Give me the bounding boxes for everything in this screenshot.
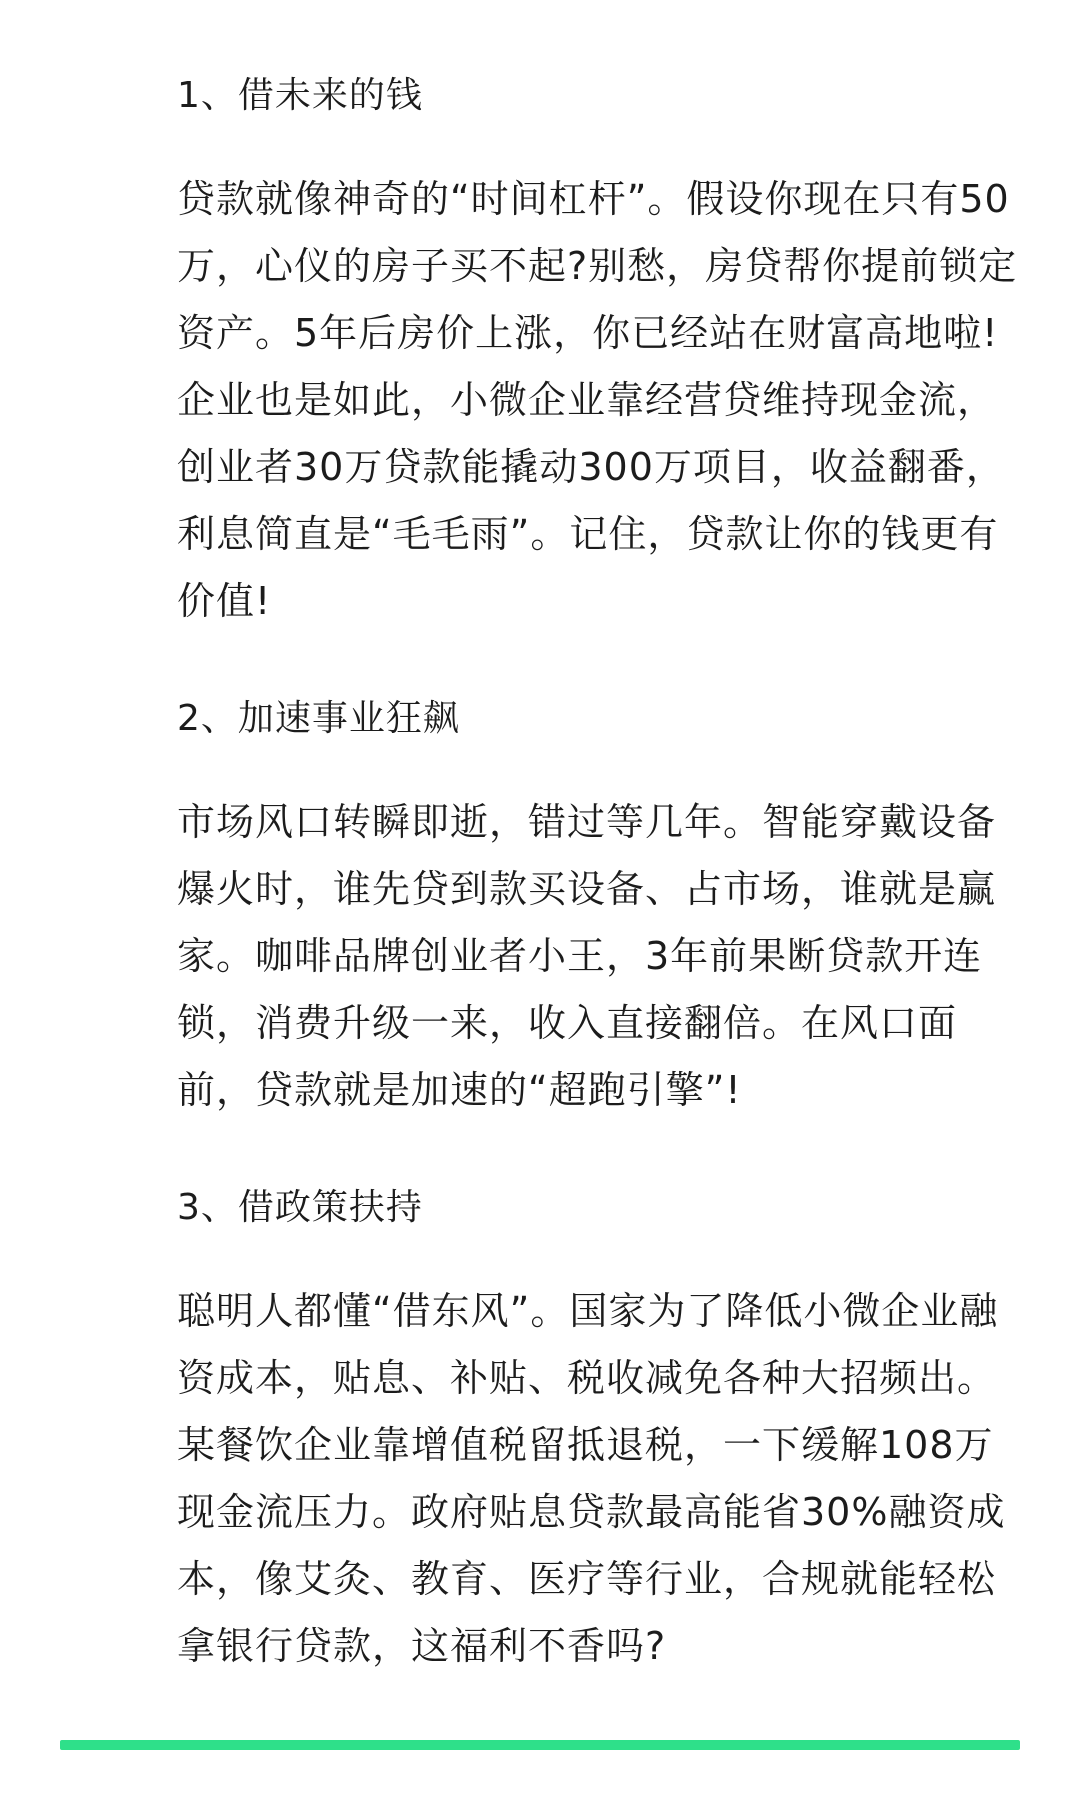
section-paragraph xyxy=(177,1278,1023,1680)
section-policy-support xyxy=(177,1174,1023,1680)
paragraph-line: 价值! xyxy=(177,579,272,623)
paragraph-line: 市场风口转瞬即逝，错过等几年。智能穿戴设备 xyxy=(177,800,997,844)
paragraph-line: 现金流压力。政府贴息贷款最高能省30%融资成 xyxy=(177,1490,1006,1534)
paragraph-line: 本，像艾灸、教育、医疗等行业，合规就能轻松 xyxy=(177,1557,997,1601)
paragraph-line: 创业者30万贷款能撬动300万项目，收益翻番， xyxy=(177,445,1005,489)
section-heading: 3、借政策扶持 xyxy=(177,1187,423,1228)
section-borrow-future xyxy=(177,62,1023,635)
paragraph-line: 聪明人都懂“借东风”。国家为了降低小微企业融 xyxy=(177,1289,999,1333)
section-paragraph xyxy=(177,166,1023,635)
paragraph-line: 某餐饮企业靠增值税留抵退税，一下缓解108万 xyxy=(177,1423,994,1467)
paragraph-line: 企业也是如此，小微企业靠经营贷维持现金流， xyxy=(177,378,997,422)
article-body xyxy=(177,62,1023,1730)
paragraph-line: 资产。5年后房价上涨，你已经站在财富高地啦! xyxy=(177,311,999,355)
paragraph-line: 万，心仪的房子买不起?别愁，房贷帮你提前锁定 xyxy=(177,244,1018,288)
section-accelerate-career xyxy=(177,685,1023,1124)
section-heading: 1、借未来的钱 xyxy=(177,75,423,116)
paragraph-line: 拿银行贷款，这福利不香吗? xyxy=(177,1624,667,1668)
paragraph-line: 贷款就像神奇的“时间杠杆”。假设你现在只有50 xyxy=(177,177,1010,221)
section-heading: 2、加速事业狂飙 xyxy=(177,698,460,739)
paragraph-line: 前，贷款就是加速的“超跑引擎”! xyxy=(177,1068,742,1112)
bottom-accent-bar xyxy=(60,1740,1020,1750)
paragraph-line: 爆火时，谁先贷到款买设备、占市场，谁就是赢 xyxy=(177,867,997,911)
paragraph-line: 锁，消费升级一来，收入直接翻倍。在风口面 xyxy=(177,1001,958,1045)
paragraph-line: 资成本，贴息、补贴、税收减免各种大招频出。 xyxy=(177,1356,997,1400)
section-paragraph xyxy=(177,789,1023,1124)
paragraph-line: 家。咖啡品牌创业者小王，3年前果断贷款开连 xyxy=(177,934,983,978)
paragraph-line: 利息简直是“毛毛雨”。记住，贷款让你的钱更有 xyxy=(177,512,999,556)
